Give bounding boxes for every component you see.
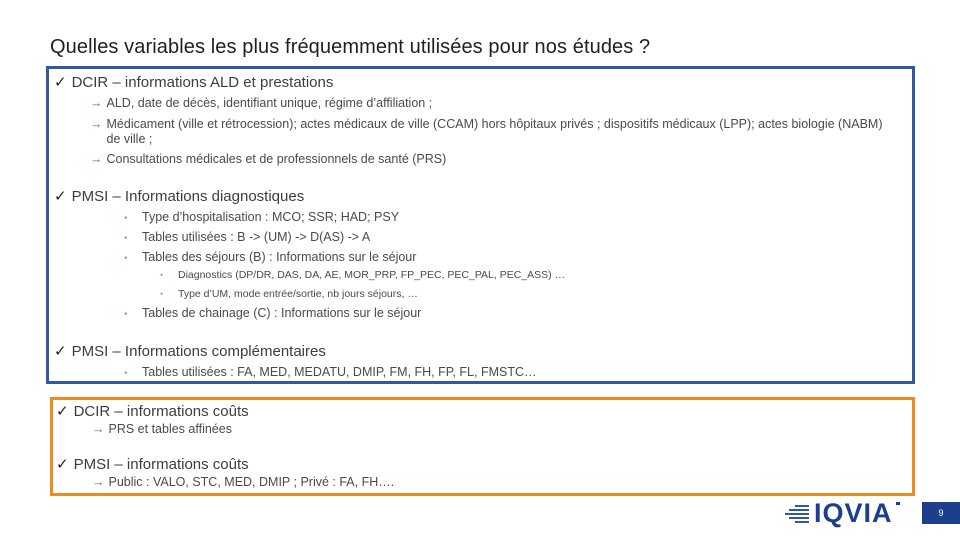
dcir-cost-heading: DCIR – informations coûts [73, 403, 249, 420]
arrow-icon: → [90, 152, 103, 166]
bullet-icon: • [124, 213, 128, 224]
check-icon: ✓ [54, 343, 67, 360]
pmsi-comp-heading: PMSI – Informations complémentaires [71, 343, 326, 360]
list-item: • Type d’hospitalisation : MCO; SSR; HAD; PSY [124, 210, 400, 224]
check-icon: ✓ [56, 403, 69, 420]
slide-title: Quelles variables les plus fréquemment utilisées pour nos études ? [50, 36, 651, 58]
list-item: • Diagnostics (DP/DR, DAS, DA, AE, MOR_PRP, FP_PEC, PEC_PAL, PEC_ASS) … [160, 269, 566, 281]
logo-mark-icon [896, 502, 900, 505]
list-item: → PRS et tables affinées [92, 422, 232, 436]
iqvia-logo: IQVIA [814, 498, 893, 528]
variables-box [46, 66, 915, 384]
list-item: • Tables des séjours (B) : Informations sur le séjour [124, 250, 417, 264]
pmsi-diag-heading-row [54, 187, 304, 205]
pmsi-comp-heading-row [54, 342, 326, 360]
bullet-icon: • [160, 270, 164, 280]
dcir-heading-row [54, 73, 333, 91]
list-item: • Tables utilisées : B -> (UM) -> D(AS) -> A [124, 230, 371, 244]
bullet-icon: • [124, 253, 128, 264]
page-number: 9 [922, 502, 960, 524]
arrow-icon: → [90, 96, 103, 110]
bullet-icon: • [124, 309, 128, 320]
dcir-cost-heading-row [56, 402, 249, 420]
arrow-icon: → [92, 475, 105, 489]
arrow-icon: → [92, 422, 105, 436]
pmsi-cost-heading: PMSI – informations coûts [73, 456, 249, 473]
pmsi-diag-heading: PMSI – Informations diagnostiques [71, 188, 305, 205]
check-icon: ✓ [54, 74, 67, 91]
list-item: → Médicament (ville et rétrocession); actes médicaux de ville (CCAM) hors hôpitaux privés ; dispositifs médicaux (LPP); actes biologie (NABM) de ville ; [90, 117, 883, 146]
list-item: • Tables de chainage (C) : Informations sur le séjour [124, 306, 422, 320]
iqvia-logo-icon [785, 505, 811, 523]
check-icon: ✓ [54, 188, 67, 205]
bullet-icon: • [160, 289, 164, 299]
pmsi-cost-heading-row [56, 455, 249, 473]
list-item: • Type d’UM, mode entrée/sortie, nb jours séjours, … [160, 288, 418, 300]
bullet-icon: • [124, 368, 128, 379]
list-item: • Tables utilisées : FA, MED, MEDATU, DMIP, FM, FH, FP, FL, FMSTC… [124, 365, 537, 379]
list-item: → ALD, date de décès, identifiant unique, régime d’affiliation ; [90, 96, 433, 110]
bullet-icon: • [124, 233, 128, 244]
arrow-icon: → [90, 117, 103, 131]
list-item: → Consultations médicales et de professionnels de santé (PRS) [90, 152, 447, 166]
dcir-heading: DCIR – informations ALD et prestations [71, 74, 334, 91]
check-icon: ✓ [56, 456, 69, 473]
list-item: → Public : VALO, STC, MED, DMIP ; Privé : FA, FH…. [92, 475, 395, 489]
